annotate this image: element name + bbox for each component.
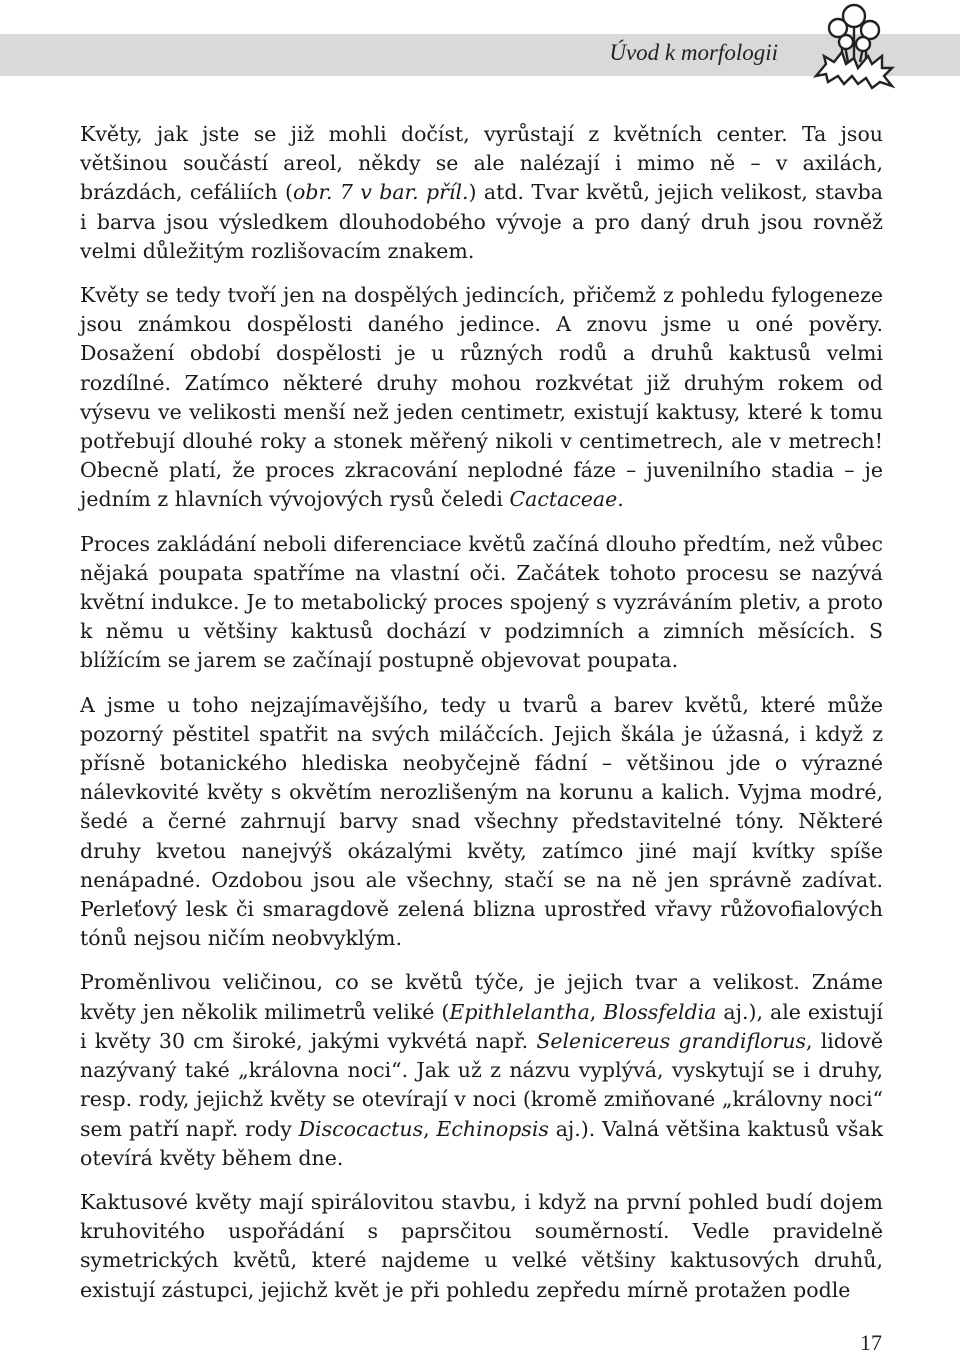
paragraph: Proces zakládání neboli diferenciace květů začíná dlouho předtím, než vůbec nějaká poupata spatříme na vlastní oči. Začátek tohoto procesu se nazývá květní indukce. Je to metabolický proces spojený s vyzráváním pletiv, a proto k němu u většiny kaktusů dochází v podzimních a zimních měsících. S blížícím se jarem se začínají postupně objevovat poupata.	[80, 531, 883, 673]
paragraph: Květy se tedy tvoří jen na dospělých jedincích, přičemž z pohledu fylogeneze jsou známkou dospělosti daného jedince. A znovu jsme u oné pověry. Dosažení období dospělosti je u různých rodů a druhů kaktusů velmi rozdílné. Zatímco některé druhy mohou rozkvétat již druhým rokem od výsevu ve velikosti menší než jeden centimetr, existují kaktusy, které k tomu potřebují dlouhé roky a stonek měřený nikoli v centimetrech, ale v metrech! Obecně platí, že proces zkracování neplodné fáze – juvenilního stadia – je jedním z hlavních vývojových rysů čeledi Cactaceae.	[80, 283, 883, 512]
page-number: 17	[860, 1330, 882, 1355]
page-header-title: Úvod k morfologii	[609, 40, 778, 65]
paragraph: Květy, jak jste se již mohli dočíst, vyrůstají z květních center. Ta jsou většinou součástí areol, někdy se ale nalézají i mimo ně – v axilách, brázdách, cefáliích (obr. 7 v bar. příl.) atd. Tvar květů, jejich velikost, stavba i barva jsou výsledkem dlouhodobého vývoje a pro daný druh jsou rovněž velmi důležitým rozlišovacím znakem.	[80, 122, 883, 263]
tree-logo-icon	[812, 2, 896, 90]
paragraph: Kaktusové květy mají spirálovitou stavbu, i když na první pohled budí dojem kruhovitého uspořádání s paprsčitou souměrností. Vedle pravidelně symetrických květů, které najdeme u velké většiny kaktusových druhů, existují zástupci, jejichž květ je při pohledu zepředu mírně protažen podle	[80, 1189, 883, 1302]
paragraph: A jsme u toho nejzajímavějšího, tedy u tvarů a barev květů, které může pozorný pěstitel spatřit na svých miláčcích. Jejich škála je úžasná, i když z přísně botanického hlediska neobyčejně fádní – většinou jde o výrazné nálevkovité květy s okvětím nerozlišeným na korunu a kalich. Vyjma modré, šedé a černé zahrnují barvy snad všechny představitelné tóny. Některé druhy kvetou nanejvýš okázalými květy, zatímco jiné mají kvítky spíše nenápadné. Ozdobou jsou ale všechny, stačí se na ně jen správně zadívat. Perleťový lesk či smaragdově zelená blizna uprostřed vřavy růžovofialových tónů nejsou ničím neobvyklým.	[80, 692, 883, 951]
paragraph: Proměnlivou veličinou, co se květů týče, je jejich tvar a velikost. Známe květy jen několik milimetrů veliké (Epithlelantha, Blossfeldia aj.), ale existují i květy 30 cm široké, jakými vykvétá např. Selenicereus grandiflorus, lidově nazývaný také „královna noci“. Jak už z názvu vyplývá, vyskytují se i druhy, resp. rody, jejichž květy se otevírají v noci (kromě zmiňované „královny noci“ sem patří např. rody Discocactus, Echinopsis aj.). Valná většina kaktusů však otevírá květy během dne.	[80, 970, 883, 1170]
article-body	[80, 120, 883, 1320]
